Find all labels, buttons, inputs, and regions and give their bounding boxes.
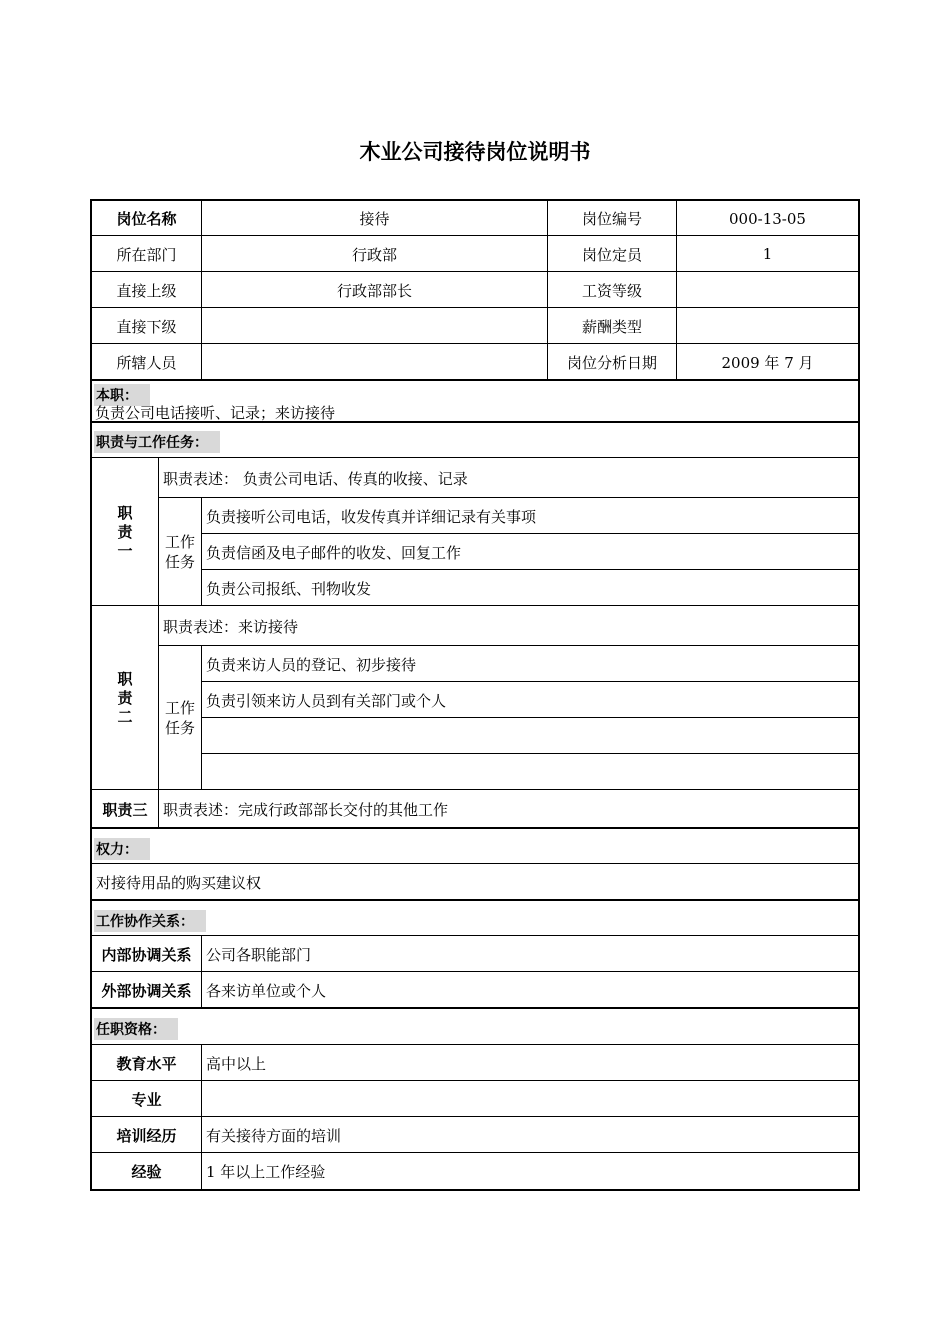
duty2-task-3 [202, 718, 858, 754]
label-staff: 所辖人员 [116, 353, 177, 372]
label-position-code: 岗位编号 [581, 210, 642, 228]
duties-heading: 职责与工作任务： [94, 431, 220, 453]
duty1-task-3: 负责公司报纸、刊物收发 [206, 579, 372, 598]
external-relation-label: 外部协调关系 [101, 981, 192, 1000]
relations-heading: 工作协作关系： [94, 910, 206, 932]
authority-text: 对接待用品的购买建议权 [96, 873, 262, 892]
value-pay-type [677, 308, 858, 344]
value-direct-superior: 行政部部长 [336, 281, 412, 300]
qualifications-heading: 任职资格： [94, 1018, 178, 1040]
duty1-description: 职责表述： 负责公司电话、传真的收接、记录 [163, 469, 468, 488]
training-value: 有关接待方面的培训 [206, 1126, 342, 1145]
experience-value: 1 年以上工作经验 [206, 1162, 326, 1181]
major-label: 专业 [131, 1090, 162, 1109]
experience-label: 经验 [131, 1162, 162, 1181]
duty1-label: 职 责 一 [117, 503, 133, 560]
label-direct-subordinate: 直接下级 [116, 317, 177, 336]
education-label: 教育水平 [116, 1054, 177, 1073]
duty2-description: 职责表述：来访接待 [163, 617, 299, 636]
external-relation-value: 各来访单位或个人 [206, 981, 327, 1000]
internal-relation-label: 内部协调关系 [101, 945, 192, 964]
main-duty-text: 负责公司电话接听、记录；来访接待 [95, 404, 336, 422]
duty1-task-2: 负责信函及电子邮件的收发、回复工作 [206, 543, 462, 562]
duty2-label: 职 责 二 [117, 669, 133, 726]
major-value [202, 1081, 858, 1117]
education-value: 高中以上 [206, 1054, 267, 1073]
main-duty-heading: 本职： [94, 384, 150, 406]
duty2-task-label: 工作 任务 [164, 699, 195, 737]
value-analysis-date: 2009 年 7 月 [721, 353, 814, 372]
duty2-task-1: 负责来访人员的登记、初步接待 [206, 655, 417, 674]
value-staff [202, 344, 547, 380]
label-salary-grade: 工资等级 [581, 281, 642, 300]
value-position-code: 000-13-05 [729, 209, 806, 228]
label-headcount: 岗位定员 [581, 245, 642, 264]
job-description-table [90, 199, 860, 1191]
duty3-label: 职责三 [102, 800, 148, 819]
duty1-task-1: 负责接听公司电话，收发传真并详细记录有关事项 [206, 507, 537, 526]
value-department: 行政部 [351, 245, 397, 264]
label-department: 所在部门 [116, 245, 177, 264]
internal-relation-value: 公司各职能部门 [206, 945, 312, 964]
label-pay-type: 薪酬类型 [581, 317, 642, 336]
value-salary-grade [677, 272, 858, 308]
value-headcount: 1 [762, 245, 773, 263]
duty2-task-4 [202, 754, 858, 790]
duty2-task-2: 负责引领来访人员到有关部门或个人 [206, 691, 447, 710]
duty1-task-label: 工作 任务 [164, 533, 195, 571]
value-position-name: 接待 [359, 210, 390, 228]
training-label: 培训经历 [116, 1126, 177, 1145]
label-direct-superior: 直接上级 [116, 281, 177, 300]
document-title: 木业公司接待岗位说明书 [359, 140, 591, 164]
value-direct-subordinate [202, 308, 547, 344]
label-position-name: 岗位名称 [116, 210, 177, 228]
label-analysis-date: 岗位分析日期 [566, 353, 657, 372]
duty3-description: 职责表述：完成行政部部长交付的其他工作 [163, 800, 449, 819]
authority-heading: 权力： [94, 838, 150, 860]
